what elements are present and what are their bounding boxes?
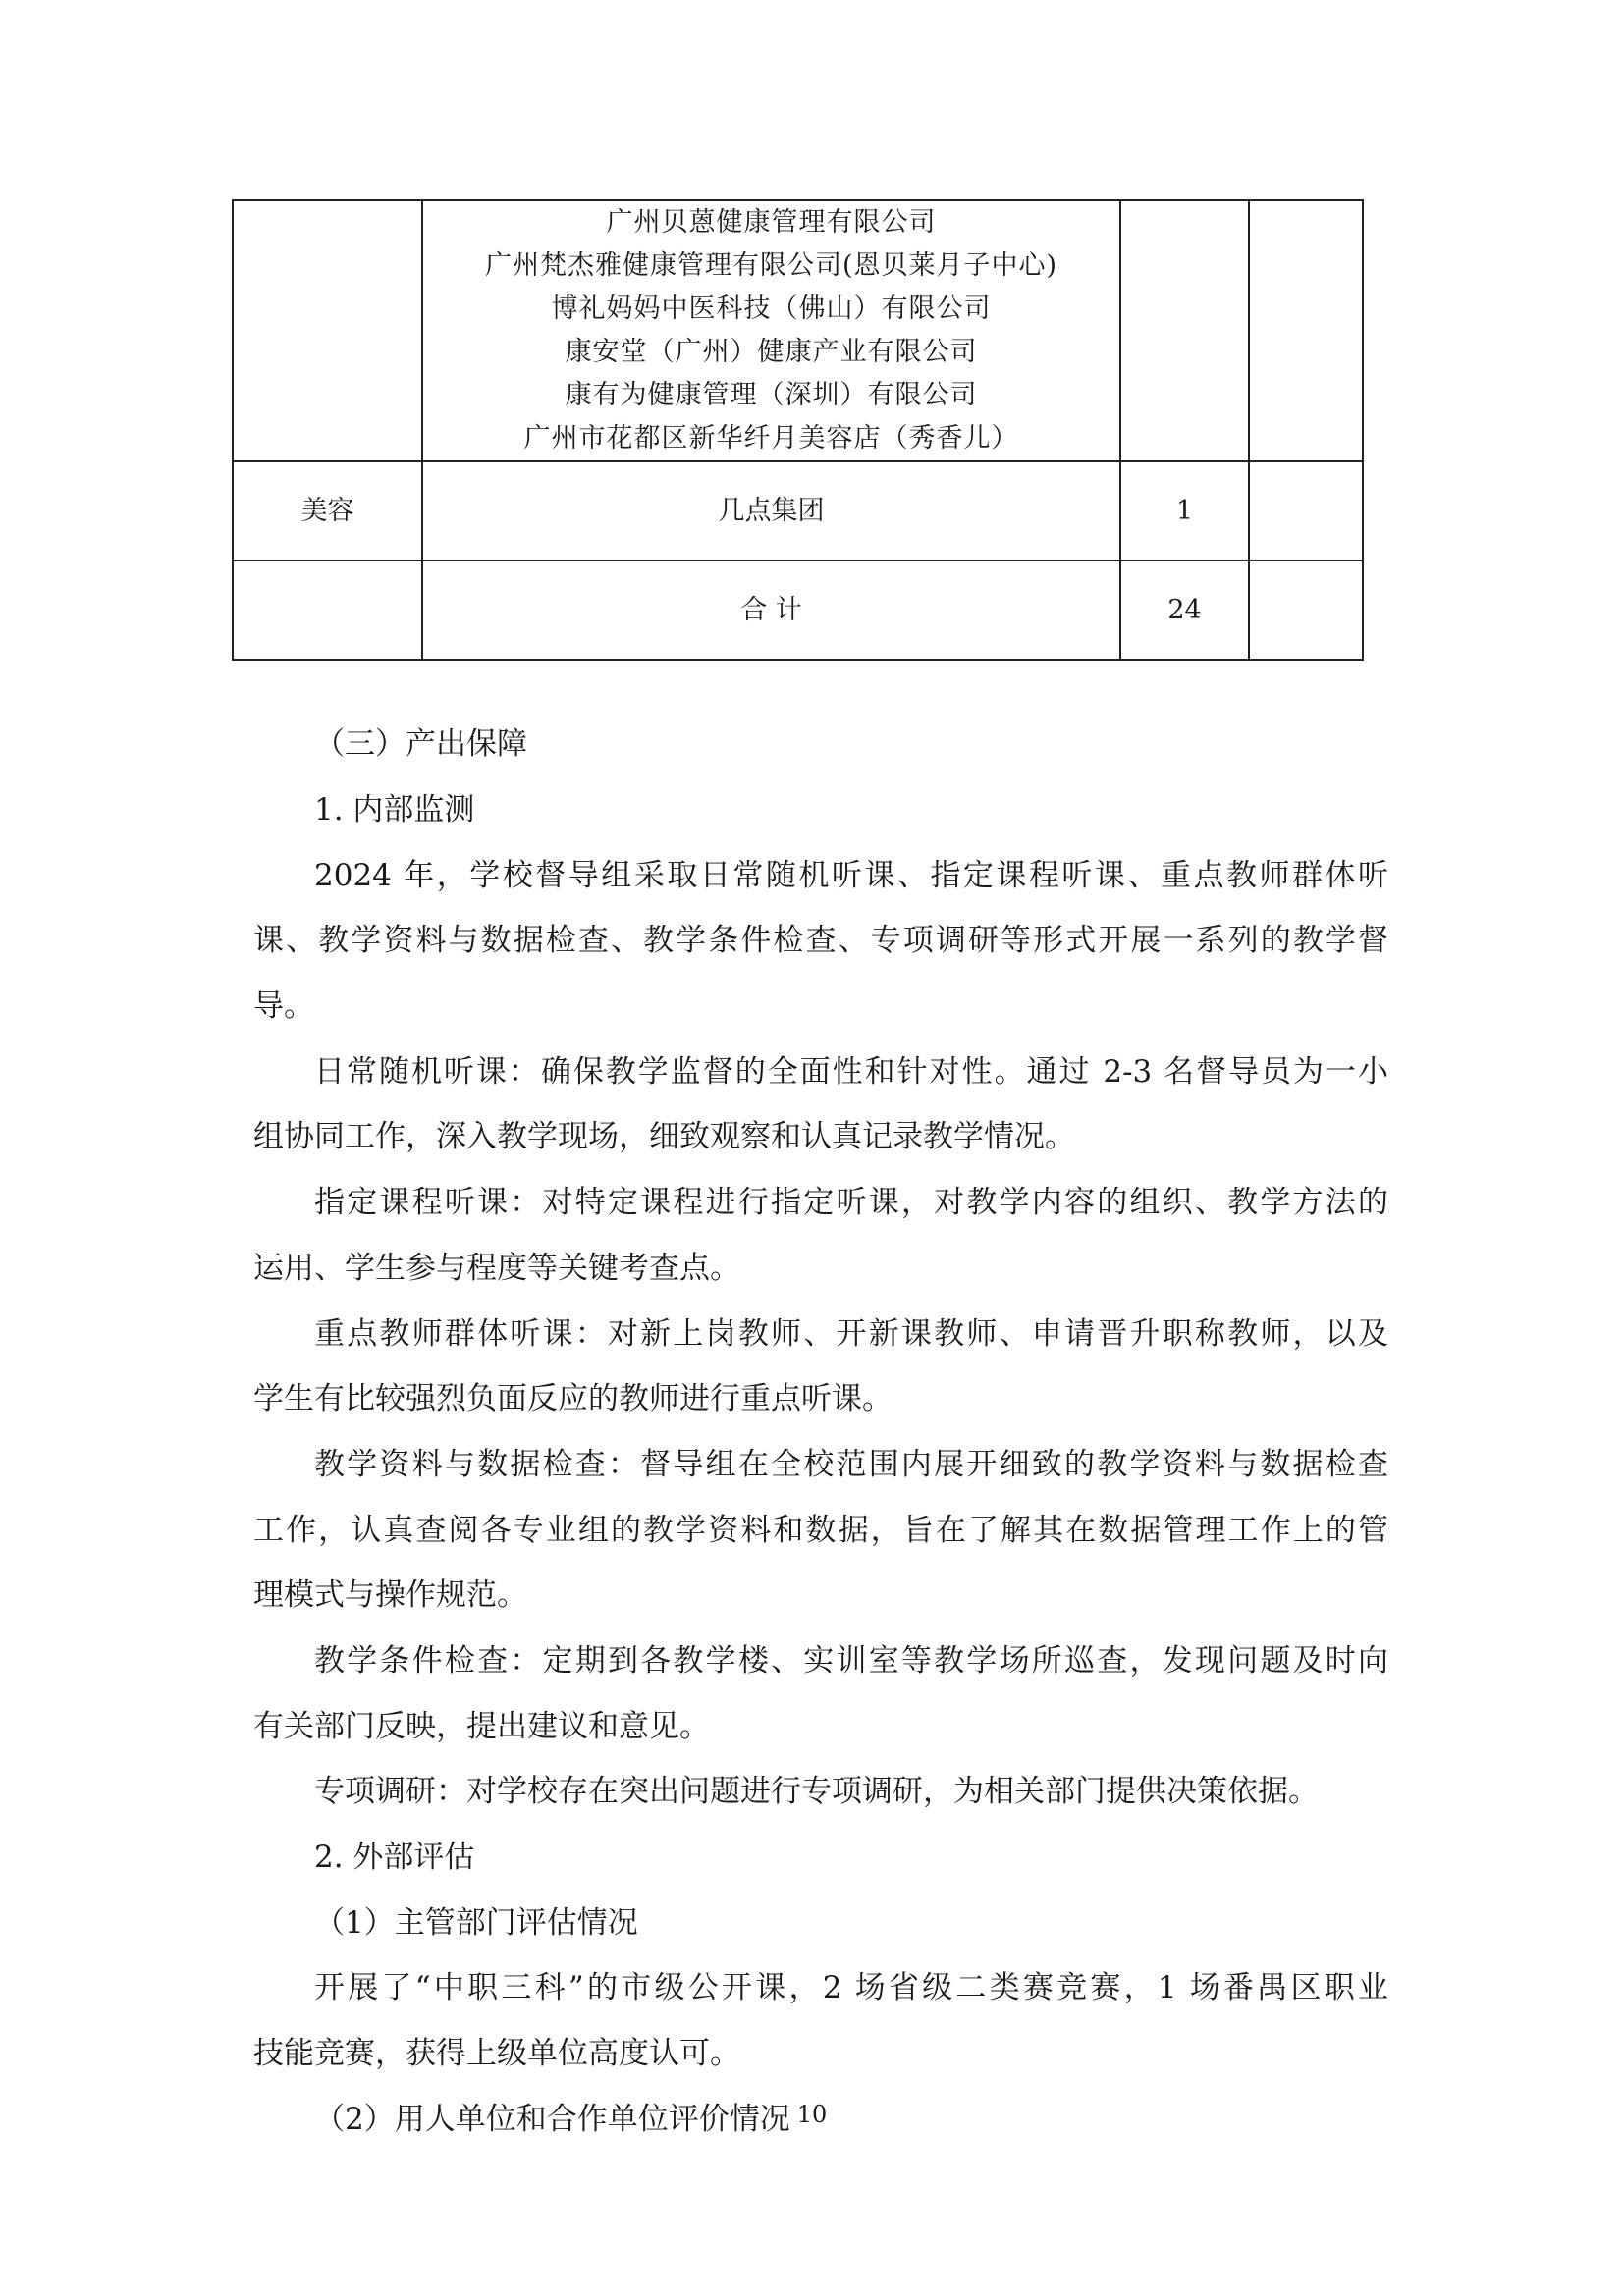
paragraph-line: 重点教师群体听课：对新上岗教师、开新课教师、申请晋升职称教师，以及 <box>314 1316 1388 1352</box>
subsection-heading: 2. 外部评估 <box>314 1840 475 1875</box>
table-row <box>233 461 1363 561</box>
paragraph-line: 教学资料与数据检查：督导组在全校范围内展开细致的教学资料与数据检查 <box>314 1447 1388 1482</box>
paragraph-line: 组协同工作，深入教学现场，细致观察和认真记录教学情况。 <box>253 1119 1075 1154</box>
subsection-heading: 1. 内部监测 <box>314 792 475 828</box>
subsection-heading: （1）主管部门评估情况 <box>314 1905 638 1941</box>
company-name: 康有为健康管理（深圳）有限公司 <box>565 380 978 410</box>
paragraph-line: 导。 <box>253 988 314 1024</box>
category-cell <box>233 561 422 660</box>
table-row <box>233 561 1363 660</box>
paragraph-line: 指定课程听课：对特定课程进行指定听课，对教学内容的组织、教学方法的 <box>314 1185 1388 1220</box>
count-cell <box>1120 200 1249 461</box>
paragraph-line: 2024 年，学校督导组采取日常随机听课、指定课程听课、重点教师群体听 <box>314 858 1388 893</box>
paragraph-line: 日常随机听课：确保教学监督的全面性和针对性。通过 2-3 名督导员为一小 <box>314 1054 1388 1090</box>
note-cell <box>1249 461 1363 561</box>
paragraph-line: 理模式与操作规范。 <box>253 1577 527 1613</box>
paragraph-line: 课、教学资料与数据检查、教学条件检查、专项调研等形式开展一系列的教学督 <box>253 923 1388 958</box>
note-cell <box>1249 200 1363 461</box>
page-number: 10 <box>796 2101 828 2128</box>
paragraph-line: 技能竞赛，获得上级单位高度认可。 <box>253 2036 740 2071</box>
company-list-cell <box>422 200 1120 461</box>
table-row <box>233 200 1363 461</box>
total-label-cell: 合 计 <box>422 561 1120 660</box>
subsection-heading: （2）用人单位和合作单位评价情况 <box>314 2102 790 2137</box>
paragraph-line: 开展了“中职三科”的市级公开课，2 场省级二类赛竞赛，1 场番禺区职业 <box>314 1970 1388 2005</box>
company-name: 广州贝蒽健康管理有限公司 <box>606 207 937 238</box>
paragraph-line: 有关部门反映，提出建议和意见。 <box>253 1709 710 1744</box>
total-count-cell: 24 <box>1120 561 1249 660</box>
company-name: 康安堂（广州）健康产业有限公司 <box>565 337 978 367</box>
company-name: 广州梵杰雅健康管理有限公司(恩贝莱月子中心) <box>484 250 1058 281</box>
paragraph-line: 专项调研：对学校存在突出问题进行专项调研，为相关部门提供决策依据。 <box>314 1774 1319 1809</box>
paragraph-line: 学生有比较强烈负面反应的教师进行重点听课。 <box>253 1381 893 1416</box>
category-cell <box>233 200 422 461</box>
section-heading: （三）产出保障 <box>314 726 527 762</box>
company-cell: 几点集团 <box>422 461 1120 561</box>
paragraph-line: 工作，认真查阅各专业组的教学资料和数据，旨在了解其在数据管理工作上的管 <box>253 1513 1388 1548</box>
paragraph-line: 运用、学生参与程度等关键考查点。 <box>253 1251 740 1286</box>
company-name: 博礼妈妈中医科技（佛山）有限公司 <box>551 294 992 324</box>
category-cell: 美容 <box>233 461 422 561</box>
enterprise-table <box>232 199 1364 661</box>
note-cell <box>1249 561 1363 660</box>
paragraph-line: 教学条件检查：定期到各教学楼、实训室等教学场所巡查，发现问题及时向 <box>314 1643 1388 1679</box>
company-name: 广州市花都区新华纤月美容店（秀香儿） <box>523 423 1019 454</box>
count-cell: 1 <box>1120 461 1249 561</box>
